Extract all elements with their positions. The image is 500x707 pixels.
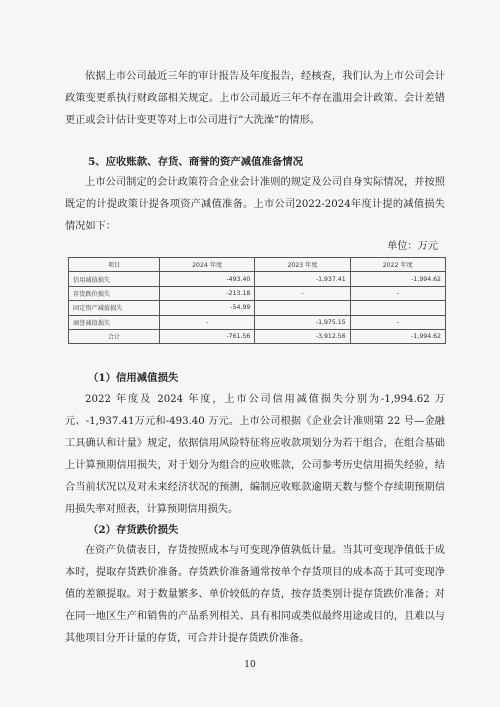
table-cell <box>350 301 445 315</box>
table-cell: -1,975.15 <box>255 315 350 329</box>
unit-label: 单位：万元 <box>387 241 438 252</box>
table-header-cell: 2024 年度 <box>160 258 255 272</box>
table-row <box>69 286 446 300</box>
table-cell: -1,994.62 <box>350 272 445 286</box>
impairment-table <box>68 257 446 344</box>
table-cell: 存货跌价损失 <box>69 286 160 300</box>
table-header-cell: 项目 <box>69 258 160 272</box>
paragraph-inventory-loss: 在资产负债表日，存货按照成本与可变现净值孰低计量。当其可变现净值低于成本时，提取存货跌价准备。存货跌价准备通常按单个存货项目的成本高于其可变现净值的差额提取。对于数量繁多、单价较低的存货，按存货类别计提存货跌价准备；对在同一地区生产和销售的产品系列相关、具有相同或类似最终用途或目的，且难以与其他项目分开计量的存货，可合并计提存货跌价准备。 <box>65 545 445 644</box>
subheading-credit-loss: （1）信用减值损失 <box>88 372 179 384</box>
table-cell <box>255 301 350 315</box>
table-cell: -493.40 <box>160 272 255 286</box>
table-cell: -213.18 <box>160 286 255 300</box>
table-cell: 商誉减值损失 <box>69 315 160 329</box>
paragraph-credit-loss: 2022 年度及 2024 年度，上市公司信用减值损失分别为-1,994.62 万元、-1,937.41万元和-493.40 万元。上市公司根据《企业会计准则第 22 号—金融工具确认和计量》规定，依据信用风险特征将应收款项划分为若干组合，在组合基础上计算预期信用损失，对于划分为组合的应收账款，公司参考历史信用损失经验，结合当前状况以及对未来经济状况的预测，编制应收账款逾期天数与整个存续期预期信用损失率对照表，计算预期信用损失。 <box>65 394 445 515</box>
table-header-cell: 2022 年度 <box>350 258 445 272</box>
page-number: 10 <box>244 660 256 670</box>
table-cell: -1,994.62 <box>350 329 445 343</box>
table-cell: 合计 <box>69 329 160 343</box>
table-header-row <box>69 258 446 272</box>
table-row <box>69 301 446 315</box>
table-cell: -3,912.56 <box>255 329 350 343</box>
subheading-inventory-loss: （2）存货跌价损失 <box>88 524 179 536</box>
paragraph-impairment-intro: 上市公司制定的会计政策符合企业会计准则的规定及公司自身实际情况，并按照既定的计提政策计提各项资产减值准备。上市公司2022-2024年度计提的减值损失情况如下： <box>65 177 445 232</box>
table-cell: -54.99 <box>160 301 255 315</box>
table-cell: - <box>255 286 350 300</box>
table-header-cell: 2023 年度 <box>255 258 350 272</box>
section-heading-impairment: 5、应收账款、存货、商誉的资产减值准备情况 <box>88 156 304 168</box>
table-cell: 固定资产减值损失 <box>69 301 160 315</box>
table-row <box>69 272 446 286</box>
table-cell: 信用减值损失 <box>69 272 160 286</box>
table-cell: - <box>160 315 255 329</box>
table-cell: -761.56 <box>160 329 255 343</box>
table-cell: - <box>350 315 445 329</box>
table-cell: -1,937.41 <box>255 272 350 286</box>
table-row <box>69 315 446 329</box>
table-cell: - <box>350 286 445 300</box>
table-row-total <box>69 329 446 343</box>
paragraph-accounting-policy: 依据上市公司最近三年的审计报告及年度报告，经核查，我们认为上市公司会计政策变更系执行财政部相关规定。上市公司最近三年不存在滥用会计政策、会计差错更正或会计估计变更等对上市公司进行“大洗澡”的情形。 <box>65 71 445 126</box>
